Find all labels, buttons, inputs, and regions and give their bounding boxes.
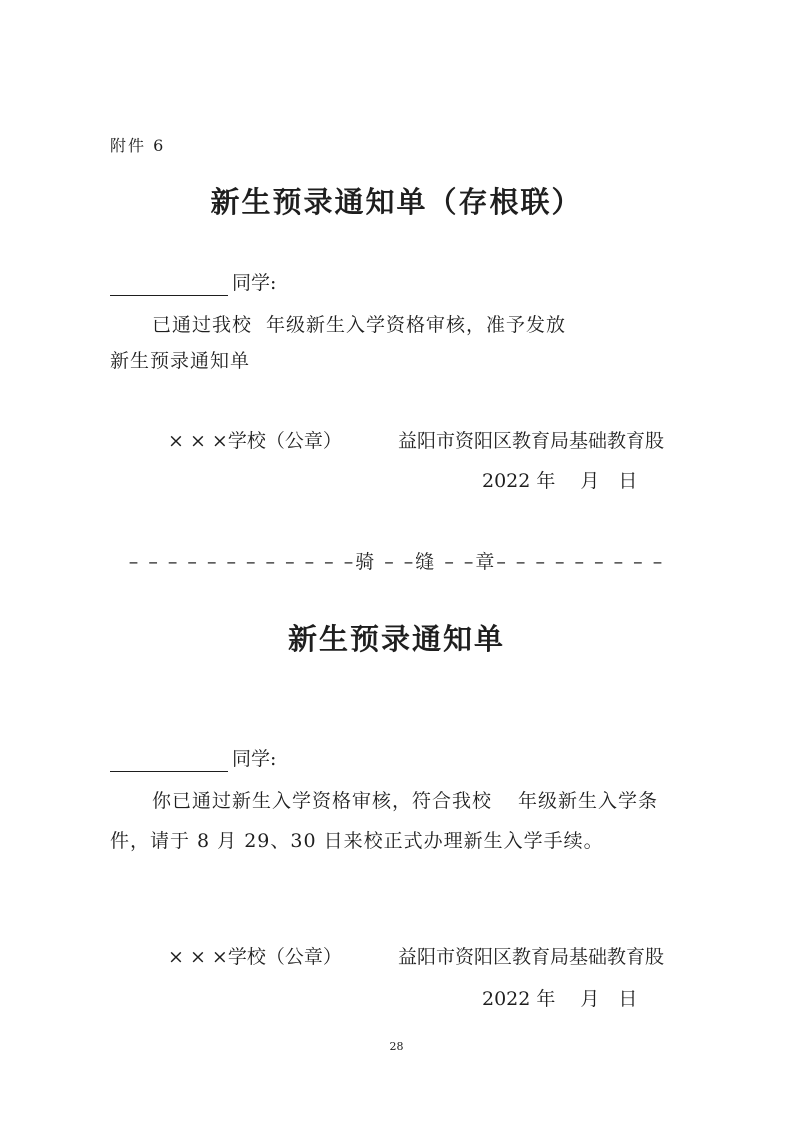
stub-body-line1-a: 已通过我校 [152, 314, 253, 336]
seam-seal-line: – – – – – – – – – – – –骑 – –缝 – –章– – – – – – – – – [128, 551, 665, 573]
notice-body-line1-b: 年级新生入学条 [518, 790, 659, 812]
notice-salutation [110, 746, 276, 772]
notice-title: 新生预录通知单 [287, 622, 505, 656]
notice-body-line1-a: 你已通过新生入学资格审核，符合我校 [152, 790, 493, 812]
notice-salutation-text: 同学: [232, 748, 277, 770]
stub-salutation [110, 270, 276, 296]
notice-date: 2022 年 月 日 [482, 988, 638, 1010]
stub-title: 新生预录通知单（存根联） [210, 185, 583, 219]
stub-school-seal: × × ×学校（公章） [168, 430, 342, 452]
student-name-blank [110, 751, 228, 772]
notice-body-line1 [152, 788, 658, 814]
stub-body-line2: 新生预录通知单 [110, 350, 251, 372]
notice-bureau: 益阳市资阳区教育局基础教育股 [398, 946, 665, 968]
stub-body-line1 [152, 312, 566, 338]
page-number: 28 [389, 1040, 404, 1053]
student-name-blank [110, 275, 228, 296]
notice-body-line2: 件，请于 8 月 29、30 日来校正式办理新生入学手续。 [110, 830, 604, 852]
stub-date: 2022 年 月 日 [482, 470, 638, 492]
stub-bureau: 益阳市资阳区教育局基础教育股 [398, 430, 665, 452]
stub-body-line1-b: 年级新生入学资格审核，准予发放 [266, 314, 567, 336]
notice-school-seal: × × ×学校（公章） [168, 946, 342, 968]
attachment-label: 附件 6 [110, 136, 166, 155]
stub-salutation-text: 同学: [232, 272, 277, 294]
